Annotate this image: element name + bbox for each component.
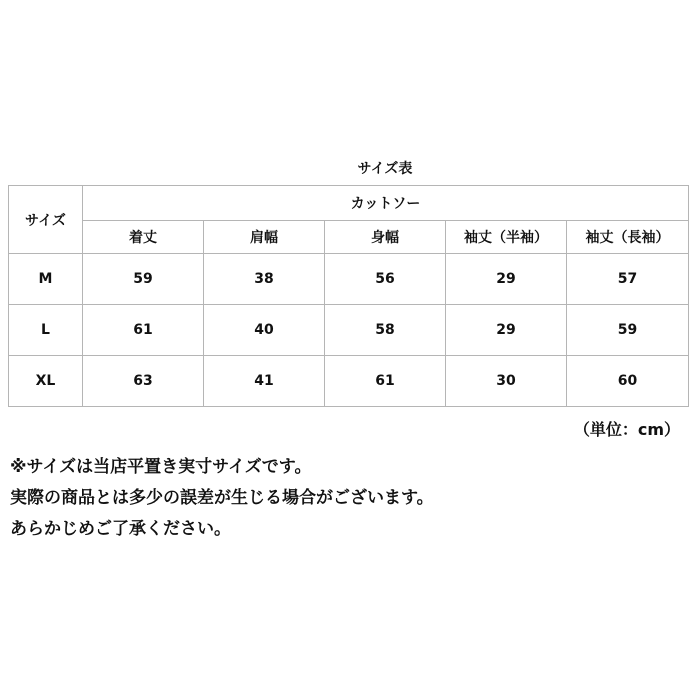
column-header-chest: 身幅 xyxy=(325,221,446,254)
table-cell: 60 xyxy=(567,356,689,407)
table-cell: 41 xyxy=(204,356,325,407)
table-row xyxy=(9,254,689,305)
table-cell: 57 xyxy=(567,254,689,305)
table-cell: 38 xyxy=(204,254,325,305)
size-label: L xyxy=(9,305,83,356)
note-line: 実際の商品とは多少の誤差が生じる場合がございます。 xyxy=(10,488,434,508)
note-line: ※サイズは当店平置き実寸サイズです。 xyxy=(10,457,312,477)
table-cell: 59 xyxy=(83,254,204,305)
column-header-short-sleeve: 袖丈（半袖） xyxy=(446,221,567,254)
product-type-header: カットソー xyxy=(83,186,689,221)
table-cell: 40 xyxy=(204,305,325,356)
table-cell: 29 xyxy=(446,254,567,305)
table-cell: 61 xyxy=(83,305,204,356)
column-header-long-sleeve: 袖丈（長袖） xyxy=(567,221,689,254)
table-cell: 61 xyxy=(325,356,446,407)
size-label: M xyxy=(9,254,83,305)
table-row xyxy=(9,305,689,356)
size-table xyxy=(8,185,689,407)
table-cell: 29 xyxy=(446,305,567,356)
table-header-row-group xyxy=(9,186,689,221)
table-cell: 30 xyxy=(446,356,567,407)
notes xyxy=(10,452,434,545)
note-line: あらかじめご了承ください。 xyxy=(10,519,231,539)
unit-label: （単位：cm） xyxy=(573,420,680,439)
column-header-length: 着丈 xyxy=(83,221,204,254)
size-chart-title: サイズ表 xyxy=(357,161,413,177)
table-header-row xyxy=(9,221,689,254)
size-label: XL xyxy=(9,356,83,407)
table-row xyxy=(9,356,689,407)
size-column-header: サイズ xyxy=(9,186,83,254)
column-header-shoulder: 肩幅 xyxy=(204,221,325,254)
table-cell: 63 xyxy=(83,356,204,407)
table-cell: 56 xyxy=(325,254,446,305)
table-cell: 59 xyxy=(567,305,689,356)
table-cell: 58 xyxy=(325,305,446,356)
